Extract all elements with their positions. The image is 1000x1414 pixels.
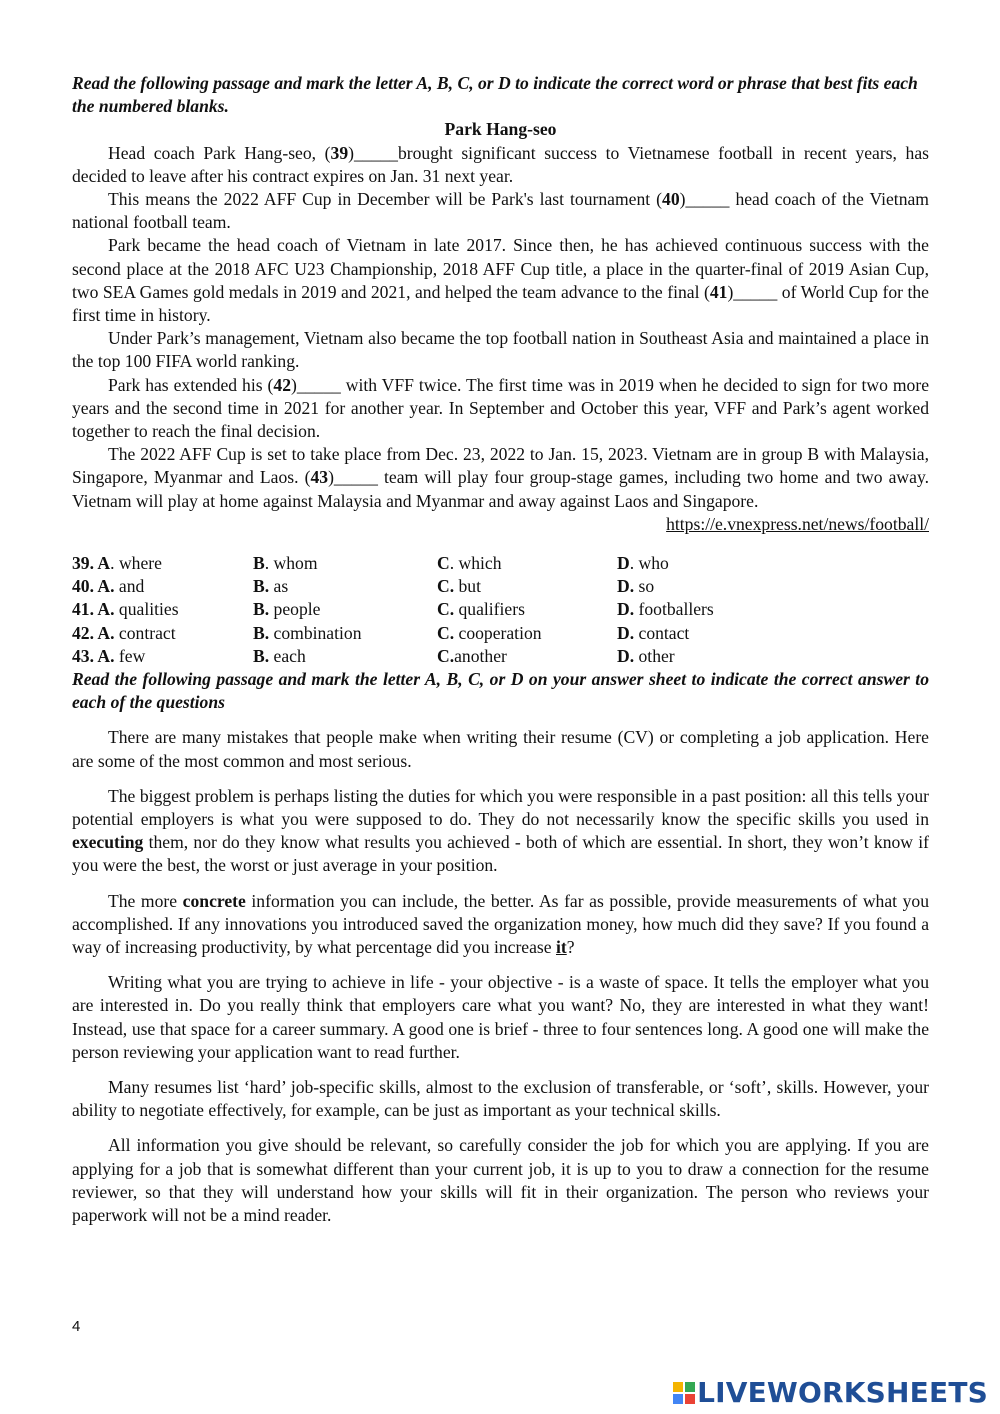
option-a[interactable]: 41. A. qualities: [72, 599, 179, 620]
passage1-paragraph-1: Head coach Park Hang-seo, (39)_____brought significant success to Vietnamese football in recent years, has decided to leave after his contract expires on Jan. 31 next year.: [72, 142, 929, 186]
option-a[interactable]: 43. A. few: [72, 645, 146, 666]
liveworksheets-logo[interactable]: [673, 1378, 988, 1408]
blank-number-41: 41: [709, 281, 728, 302]
option-c[interactable]: C. qualifiers: [437, 599, 525, 620]
passage1-paragraph-3: Park became the head coach of Vietnam in late 2017. Since then, he has achieved continuous success with the second place at the 2018 AFC U23 Championship, 2018 AFF Cup title, a place in the quarter-final of 2019 Asian Cup, two SEA Games gold medals in 2019 and 2021, and helped the team advance to the final (41)_____ of World Cup for the first time in history.: [72, 235, 929, 326]
passage2-instruction: Read the following passage and mark the letter A, B, C, or D on your answer sheet to indicate the correct answer to each of the questions: [72, 669, 929, 713]
liveworksheets-wordmark: LIVEWORKSHEETS: [697, 1376, 988, 1409]
passage2-paragraph-3: The more concrete information you can include, the better. As far as possible, provide measurements of what you accomplished. If any innovations you introduced saved the organization money, how much did they save? If you found a way of increasing productivity, by what percentage did you increase it?: [72, 890, 929, 958]
highlighted-word-executing: executing: [72, 832, 144, 853]
question-row-43: [72, 645, 929, 668]
option-c[interactable]: C. which: [437, 553, 502, 574]
option-d[interactable]: D. who: [617, 553, 669, 574]
blank-number-43: 43: [310, 467, 329, 488]
page-number: 4: [72, 1318, 81, 1335]
passage2-paragraph-5: Many resumes list ‘hard’ job-specific skills, almost to the exclusion of transferable, or ‘soft’, skills. However, your ability to negotiate effectively, for example, can be just as important as your technical skills.: [72, 1077, 929, 1121]
option-a[interactable]: 40. A. and: [72, 576, 145, 597]
passage1-paragraph-5: Park has extended his (42)_____ with VFF twice. The first time was in 2019 when he decided to sign for two more years and the second time in 2021 for another year. In September and October this year, VFF and Park’s agent worked together to reach the final decision.: [72, 374, 929, 442]
worksheet-page: [72, 72, 929, 1227]
blank-number-39: 39: [330, 142, 349, 163]
source-link[interactable]: https://e.vnexpress.net/news/football/: [666, 513, 929, 534]
option-b[interactable]: B. people: [253, 599, 321, 620]
answer-options: [72, 552, 929, 668]
passage1-instruction: Read the following passage and mark the letter A, B, C, or D to indicate the correct word or phrase that best fits each the numbered blanks.: [72, 73, 918, 117]
referenced-word-it: it: [555, 937, 567, 958]
passage1-paragraph-2: This means the 2022 AFF Cup in December will be Park's last tournament (40)_____ head coach of the Vietnam national football team.: [72, 189, 929, 233]
question-row-39: [72, 552, 929, 575]
passage1-paragraph-4: Under Park’s management, Vietnam also became the top football nation in Southeast Asia and maintained a place in the top 100 FIFA world ranking.: [72, 328, 929, 372]
blank-number-42: 42: [273, 374, 291, 395]
option-d[interactable]: D. other: [617, 645, 675, 666]
option-a[interactable]: 42. A. contract: [72, 622, 176, 643]
passage1-title: Park Hang-seo: [444, 119, 557, 140]
option-a[interactable]: 39. A. where: [72, 553, 162, 574]
question-row-41: [72, 598, 929, 621]
option-c[interactable]: C.another: [437, 645, 507, 666]
blank-number-40: 40: [662, 189, 680, 210]
passage2-paragraph-1: There are many mistakes that people make when writing their resume (CV) or completing a job application. Here are some of the most common and most serious.: [72, 727, 929, 771]
option-b[interactable]: B. as: [253, 576, 289, 597]
option-d[interactable]: D. so: [617, 576, 655, 597]
question-row-42: [72, 622, 929, 645]
option-b[interactable]: B. whom: [253, 553, 318, 574]
option-b[interactable]: B. combination: [253, 622, 362, 643]
liveworksheets-icon: [673, 1382, 695, 1404]
option-d[interactable]: D. contact: [617, 622, 690, 643]
passage1-paragraph-6: The 2022 AFF Cup is set to take place from Dec. 23, 2022 to Jan. 15, 2023. Vietnam are in group B with Malaysia, Singapore, Myanmar and Laos. (43)_____ team will play four group-stage games, including two home and two away. Vietnam will play at home against Malaysia and Myanmar and away against Laos and Singapore.: [72, 444, 929, 511]
passage2-paragraph-4: Writing what you are trying to achieve in life - your objective - is a waste of space. It tells the employer what you are interested in. Do you really think that employers care what you want? No, they are interested in what they want! Instead, use that space for a career summary. A good one is brief - three to four sentences long. A good one will make the person reviewing your application want to read further.: [72, 972, 929, 1062]
passage2-paragraph-6: All information you give should be relevant, so carefully consider the job for which you are applying. If you are applying for a job that is somewhat different than your current job, it is up to you to draw a connection for the resume reviewer, so that they will understand how your skills will fit in their organization. The person who reviews your paperwork will not be a mind reader.: [72, 1135, 929, 1226]
option-b[interactable]: B. each: [253, 645, 306, 666]
question-row-40: [72, 575, 929, 598]
passage2-paragraph-2: The biggest problem is perhaps listing the duties for which you were responsible in a past position: all this tells your potential employers is what you were supposed to do. They do not necessarily know the specific skills you used in executing them, nor do they know what results you achieved - both of which are essential. In short, they won’t know if you were the best, the worst or just average in your position.: [72, 785, 929, 876]
option-c[interactable]: C. cooperation: [437, 622, 542, 643]
option-d[interactable]: D. footballers: [617, 599, 714, 620]
highlighted-word-concrete: concrete: [182, 890, 246, 911]
option-c[interactable]: C. but: [437, 576, 481, 597]
